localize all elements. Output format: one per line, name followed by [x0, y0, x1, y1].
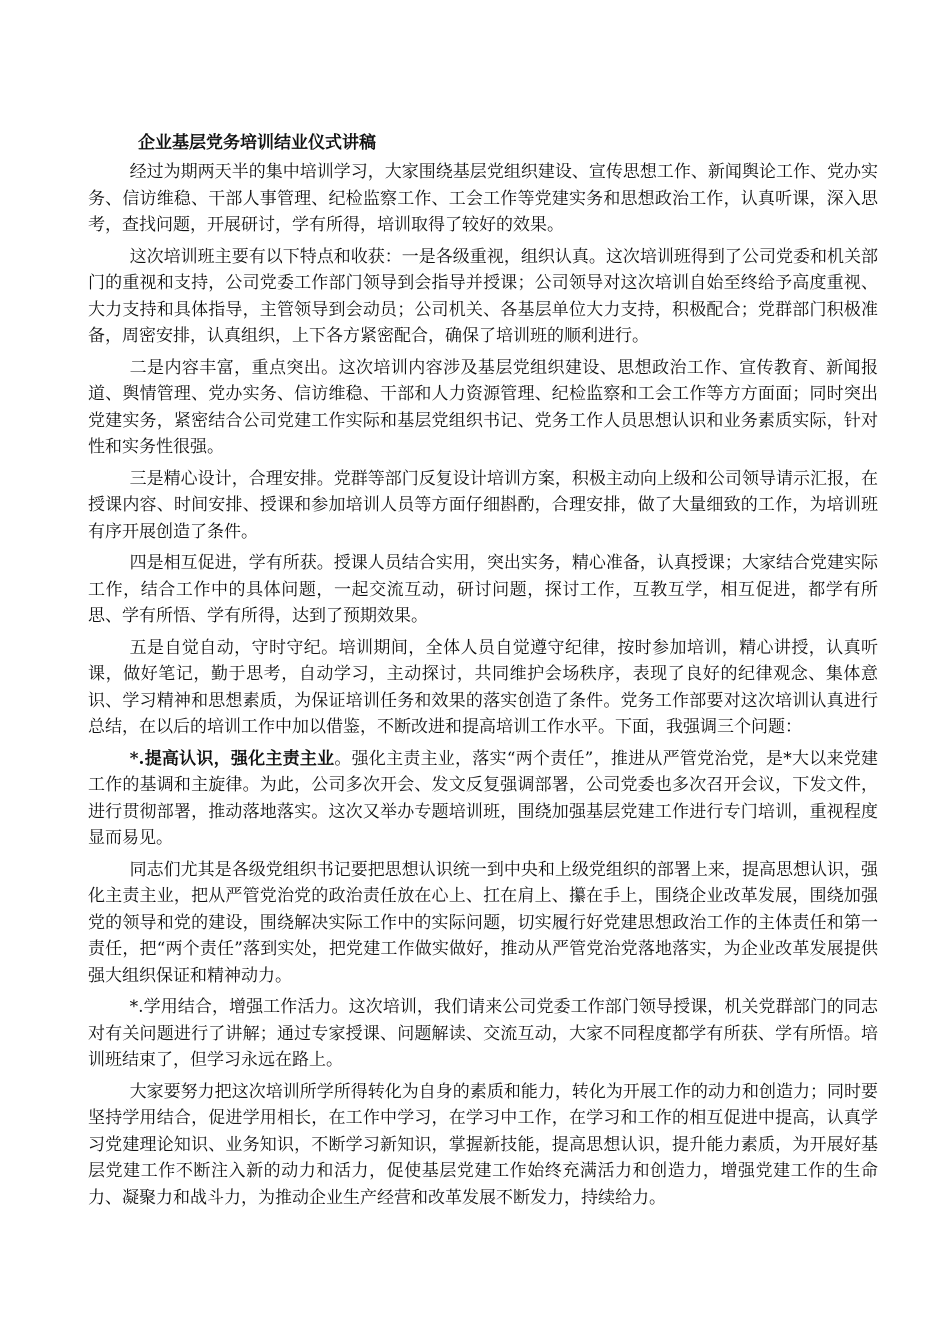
document-title: 企业基层党务培训结业仪式讲稿 — [138, 133, 376, 153]
paragraph-feature-three: 三是精心设计，合理安排。党群等部门反复设计培训方案，积极主动向上级和公司领导请示汇报，在授课内容、时间安排、授课和参加培训人员等方面仔细斟酌，合理安排，做了大量细致的工作，为培训班有序开展创造了条件。 — [88, 468, 878, 542]
paragraph-section-one-detail: 同志们尤其是各级党组织书记要把思想认识统一到中央和上级党组织的部署上来，提高思想认识，强化主责主业，把从严管党治党的政治责任放在心上、扛在肩上、攥在手上，围绕企业改革发展，围绕加强党的领导和党的建设，围绕解决实际工作中的实际问题，切实履行好党建思想政治工作的主体责任和第一责任，把“两个责任”落到实处，把党建工作做实做好，推动从严管党治党落地落实，为企业改革发展提供强大组织保证和精神动力。 — [88, 859, 878, 986]
paragraph-feature-four: 四是相互促进，学有所获。授课人员结合实用，突出实务，精心准备，认真授课；大家结合党建实际工作，结合工作中的具体问题，一起交流互动，研讨问题，探讨工作，互教互学，相互促进，都学有所思、学有所悟、学有所得，达到了预期效果。 — [88, 553, 878, 626]
document-page — [88, 130, 878, 1216]
section-one-body: 。强化主责主业，落实“两个责任”，推进从严管党治党，是*大以来党建工作的基调和主旋律。为此，公司多次开会、发文反复强调部署，公司党委也多次召开会议，下发文件，进行贯彻部署，推动落地落实。这次又举办专题培训班，围绕加强基层党建工作进行专门培训，重视程度显而易见。 — [88, 748, 878, 848]
paragraph-feature-one: 这次培训班主要有以下特点和收获：一是各级重视，组织认真。这次培训班得到了公司党委和机关部门的重视和支持，公司党委工作部门领导到会指导并授课；公司领导对这次培训自始至终给予高度重视、大力支持和具体指导，主管领导到会动员；公司机关、各基层单位大力支持，积极配合；党群部门积极准备，周密安排，认真组织，上下各方紧密配合，确保了培训班的顺利进行。 — [88, 246, 878, 346]
paragraph-feature-two: 二是内容丰富，重点突出。这次培训内容涉及基层党组织建设、思想政治工作、宣传教育、新闻报道、舆情管理、党办实务、信访维稳、干部和人力资源管理、纪检监察和工会工作等方方面面；同时突出党建实务，紧密结合公司党建工作实际和基层党组织书记、党务工作人员思想认识和业务素质实际，针对性和实务性很强。 — [88, 357, 878, 457]
paragraph-intro: 经过为期两天半的集中培训学习，大家围绕基层党组织建设、宣传思想工作、新闻舆论工作、党办实务、信访维稳、干部人事管理、纪检监察工作、工会工作等党建实务和思想政治工作，认真听课，深入思考，查找问题，开展研讨，学有所得，培训取得了较好的效果。 — [88, 162, 878, 235]
paragraph-feature-five: 五是自觉自动，守时守纪。培训期间，全体人员自觉遵守纪律，按时参加培训，精心讲授，认真听课，做好笔记，勤于思考，自动学习，主动探讨，共同维护会场秩序，表现了良好的纪律观念、集体意识、学习精神和思想素质，为保证培训任务和效果的落实创造了条件。党务工作部要对这次培训认真进行总结，在以后的培训工作中加以借鉴，不断改进和提高培训工作水平。下面，我强调三个问题： — [88, 637, 878, 737]
paragraph-section-two: *.学用结合，增强工作活力。这次培训，我们请来公司党委工作部门领导授课，机关党群部门的同志对有关问题进行了讲解；通过专家授课、问题解读、交流互动，大家不同程度都学有所获、学有所悟。培训班结束了，但学习永远在路上。 — [88, 997, 878, 1070]
section-one-heading: *.提高认识，强化主责主业 — [129, 748, 335, 769]
paragraph-closing: 大家要努力把这次培训所学所得转化为自身的素质和能力，转化为开展工作的动力和创造力；同时要坚持学用结合，促进学用相长，在工作中学习，在学习中工作，在学习和工作的相互促进中提高，认真学习党建理论知识、业务知识，不断学习新知识，掌握新技能，提高思想认识，提升能力素质，为开展好基层党建工作不断注入新的动力和活力，促使基层党建工作始终充满活力和创造力，增强党建工作的生命力、凝聚力和战斗力，为推动企业生产经营和改革发展不断发力，持续给力。 — [88, 1081, 878, 1208]
paragraph-section-one — [88, 746, 878, 852]
